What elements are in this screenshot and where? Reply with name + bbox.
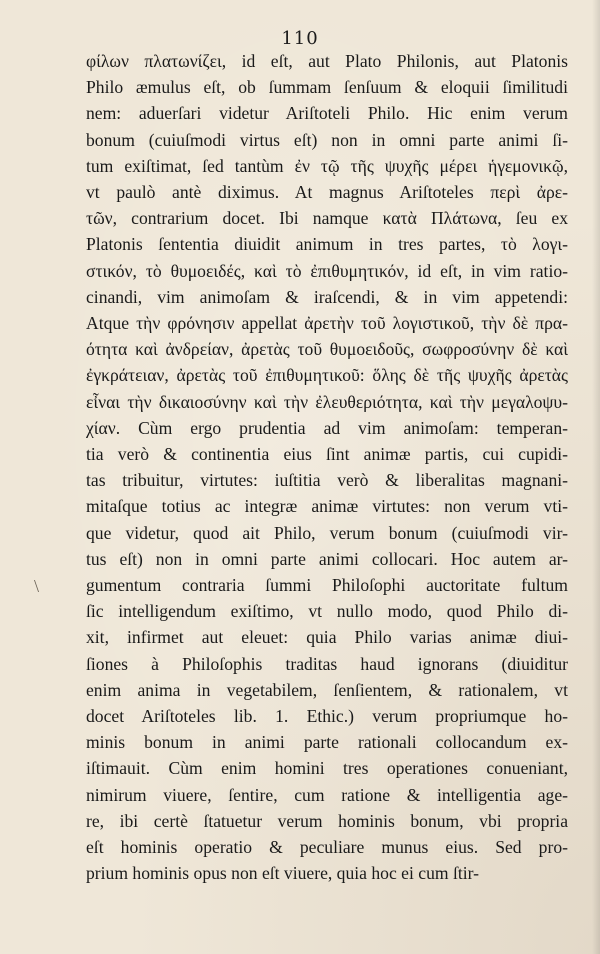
text-line: enim anima in vegetabilem, ſenſientem, & rationalem, vt: [86, 679, 568, 700]
text-line: re, ibi certè ſtatuetur verum hominis bonum, vbi propria: [86, 810, 568, 831]
text-line: xit, infirmet aut eleuet: quia Philo varias animæ diui-: [86, 627, 568, 648]
page-number: 110: [281, 28, 319, 49]
text-line: Philo æmulus eſt, ob ſummam ſenſuum & eloquii ſimilitudi: [86, 77, 568, 98]
text-line: ſic intelligendum exiſtimo, vt nullo modo, quod Philo di-: [86, 601, 568, 622]
text-line: eſt hominis operatio & peculiare munus eius. Sed pro-: [86, 837, 568, 858]
text-line: ότητα καὶ ἀνδρείαν, ἀρετὰς τοῦ θυμοειδοῦς, σωφροσύνην δὲ καὶ: [86, 339, 568, 360]
text-line: tum exiſtimat, ſed tantùm ἐν τῷ τῆς ψυχῆς μέρει ἡγεμονικῷ,: [86, 155, 568, 176]
text-line: tas tribuitur, virtutes: iuſtitia verò & liberalitas magnani-: [86, 470, 568, 491]
text-line: docet Ariſtoteles lib. 1. Ethic.) verum propriumque ho-: [86, 706, 568, 727]
text-line: ſiones à Philoſophis traditas haud ignorans (diuiditur: [86, 653, 568, 674]
text-line: στικόν, τὸ θυμοειδές, καὶ τὸ ἐπιθυμητικόν, id eſt, in vim ratio-: [86, 260, 568, 281]
text-line: tia verò & continentia eius ſint animæ partis, cui cupidi-: [86, 444, 568, 465]
text-line: iſtimauit. Cùm enim homini tres operationes conueniant,: [86, 758, 568, 779]
text-line: gumentum contraria ſummi Philoſophi auctoritate fultum: [86, 575, 568, 596]
text-line: Atque τὴν φρόνησιν appellat ἀρετὴν τοῦ λογιστικοῦ, τὴν δὲ πρα-: [86, 313, 568, 334]
text-line: ἐγκράτειαν, ἀρετὰς τοῦ ἐπιθυμητικοῦ: ὅλης δὲ τῆς ψυχῆς ἀρετὰς: [86, 365, 568, 386]
text-line: εἶναι τὴν δικαιοσύνην καὶ τὴν ἐλευθεριότητα, καὶ τὴν μεγαλοψυ-: [86, 391, 568, 412]
text-line: mitaſque totius ac integræ animæ virtutes: non verum vti-: [86, 496, 568, 517]
text-line: nimirum viuere, ſentire, cum ratione & intelligentia age-: [86, 784, 568, 805]
text-line: χίαν. Cùm ergo prudentia ad vim animoſam: temperan-: [86, 417, 568, 438]
text-line: nem: aduerſari videtur Ariſtoteli Philo. Hic enim verum: [86, 103, 568, 124]
text-line: cinandi, vim animoſam & iraſcendi, & in vim appetendi:: [86, 286, 568, 307]
text-line: tus eſt) non in omni parte animi collocari. Hoc autem ar-: [86, 548, 568, 569]
text-line: que videtur, quod ait Philo, verum bonum (cuiuſmodi vir-: [86, 522, 568, 543]
body-text: [86, 48, 568, 887]
text-line: τῶν, contrarium docet. Ibi namque κατὰ Πλάτωνα, ſeu ex: [86, 208, 568, 229]
text-line: vt paulò antè diximus. At magnus Ariſtoteles περὶ ἀρε-: [86, 182, 568, 203]
text-line: prium hominis opus non eſt viuere, quia hoc ei cum ſtir-: [86, 863, 479, 884]
text-line: bonum (cuiuſmodi virtus eſt) non in omni parte animi ſi-: [86, 129, 568, 150]
text-line: minis bonum in animi parte rationali collocandum ex-: [86, 732, 568, 753]
text-line: Platonis ſententia diuidit animum in tres partes, τὸ λογι-: [86, 234, 568, 255]
page-edge-shadow: [592, 0, 600, 954]
text-line: φίλων πλατωνίζει, id eſt, aut Plato Philonis, aut Platonis: [86, 51, 568, 71]
margin-mark: \: [34, 576, 40, 596]
